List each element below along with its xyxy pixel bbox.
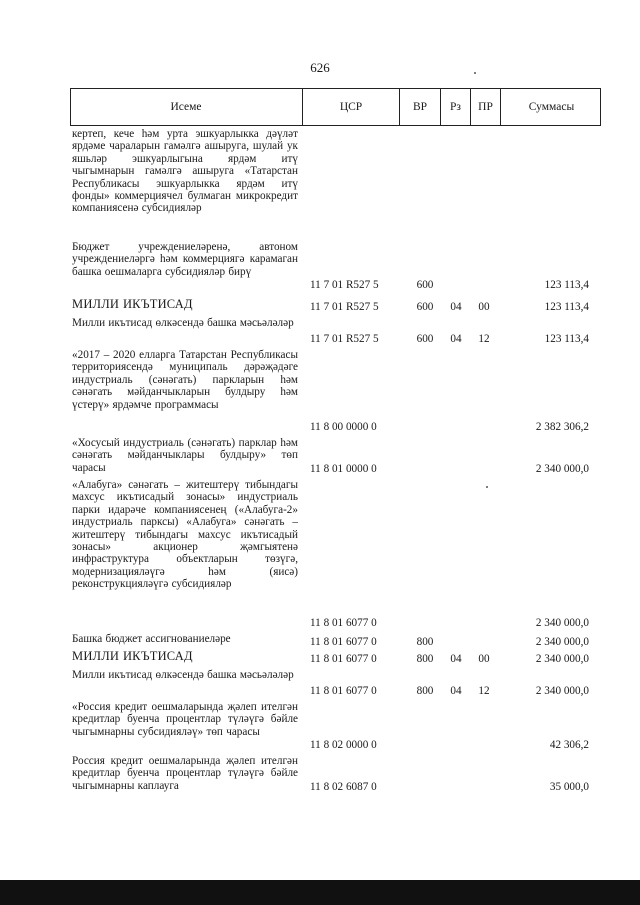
table-row	[70, 755, 601, 793]
row-sum: 2 340 000,0	[535, 616, 589, 629]
row-vr: 600	[416, 278, 434, 291]
row-name: Милли икътисад өлкәсендә башка мәсьәләләр	[72, 669, 294, 681]
row-csr: 11 7 01 R527 5	[310, 278, 379, 291]
row-sum: 2 340 000,0	[535, 462, 589, 475]
header-pr: ПР	[478, 101, 493, 113]
row-csr: 11 8 00 0000 0	[310, 420, 377, 433]
row-name: Бюджет учреждениеләренә, автоном учреждениеләргә һәм коммерциягә карамаган башка оешмаларга субсидияләр бирү	[72, 241, 298, 278]
row-pr: 00	[478, 300, 490, 313]
row-vr: 800	[416, 635, 434, 648]
row-name: «Россия кредит оешмаларында җәлеп ителгән кредитлар буенча процентлар түләүгә бәйле чыгымнарны субсидияләү» төп чарасы	[72, 701, 298, 738]
row-sum: 123 113,4	[544, 332, 589, 345]
row-csr: 11 8 02 0000 0	[310, 738, 377, 751]
table-row	[70, 317, 601, 345]
row-name: Россия кредит оешмаларында җәлеп ителгән кредитлар буенча процентлар түләүгә бәйле чыгымнарны каплауга	[72, 755, 298, 792]
row-name: Милли икътисад өлкәсендә башка мәсьәләләр	[72, 317, 294, 329]
header-sum: Суммасы	[528, 101, 575, 113]
row-rz: 04	[450, 652, 462, 665]
row-sum: 2 382 306,2	[535, 420, 589, 433]
header-vr: ВР	[412, 101, 428, 113]
row-pr: 12	[478, 332, 490, 345]
table-row	[70, 241, 601, 291]
row-rz: 04	[450, 332, 462, 345]
row-csr: 11 8 01 6077 0	[310, 652, 377, 665]
row-vr: 600	[416, 300, 434, 313]
row-csr: 11 7 01 R527 5	[310, 300, 379, 313]
row-csr: 11 8 01 6077 0	[310, 616, 377, 629]
row-name: «2017 – 2020 елларга Татарстан Республикасы территориясендә муниципаль дәрәҗәдәге индустриаль (сәнәгать) паркларын һәм сәнәгать мәйданчыкларын булдыру һәм үстерү» ярдәмче программасы	[72, 349, 298, 411]
row-sum: 42 306,2	[549, 738, 589, 751]
table-row	[70, 650, 601, 665]
row-csr: 11 8 01 0000 0	[310, 462, 377, 475]
row-pr: 12	[478, 684, 490, 697]
table-row	[70, 479, 601, 629]
table-row	[70, 128, 601, 240]
header-csr: ЦСР	[339, 101, 363, 113]
row-sum: 2 340 000,0	[535, 684, 589, 697]
header-rz: Рз	[450, 101, 461, 113]
header-name: Исеме	[170, 101, 202, 113]
row-name: Башка бюджет ассигнованиеләре	[72, 633, 231, 645]
table-row	[70, 669, 601, 697]
table-row	[70, 701, 601, 751]
table-row	[70, 298, 601, 313]
page-number: 626	[310, 60, 330, 75]
row-csr: 11 8 01 6077 0	[310, 684, 377, 697]
row-sum: 35 000,0	[549, 780, 589, 793]
row-sum: 123 113,4	[544, 278, 589, 291]
row-sum: 2 340 000,0	[535, 652, 589, 665]
row-vr: 800	[416, 652, 434, 665]
row-rz: 04	[450, 684, 462, 697]
row-sum: 123 113,4	[544, 300, 589, 313]
scan-bottom-edge	[0, 880, 640, 905]
row-vr: 600	[416, 332, 434, 345]
row-name: «Хосусый индустриаль (сәнәгать) парклар һәм сәнәгать мәйданчыклары булдыру» төп чарасы	[72, 437, 298, 474]
scan-speck	[486, 486, 488, 488]
table-header	[70, 88, 601, 126]
table-row	[70, 633, 601, 648]
row-name: «Алабуга» сәнәгать – житештерү тибындагы махсус икътисадый зонасы» индустриаль парки идарәче компаниясенең («Алабуга-2» индустриаль парксы) «Алабуга» сәнәгать – житештерү тибындагы махсус икътисадый зонасы» акционер җәмгыятенә инфраструктура объектларын төзүгә, модернизацияләүгә һәм (яисә) реконструкцияләүгә субсидияләр	[72, 479, 298, 591]
row-csr: 11 8 01 6077 0	[310, 635, 377, 648]
table-row	[70, 349, 601, 433]
row-csr: 11 7 01 R527 5	[310, 332, 379, 345]
row-rz: 04	[450, 300, 462, 313]
table-row	[70, 437, 601, 475]
scan-speck	[474, 72, 476, 74]
row-sum: 2 340 000,0	[535, 635, 589, 648]
row-name: МИЛЛИ ИКЪТИСАД	[72, 649, 193, 663]
row-csr: 11 8 02 6087 0	[310, 780, 377, 793]
row-vr: 800	[416, 684, 434, 697]
row-pr: 00	[478, 652, 490, 665]
row-name: кертеп, кече һәм урта эшкуарлыкка дәүләт ярдәме чараларын гамәлгә ашыруга, шулай ук яшьләр эшкуарлыгына ярдәм итү чыгымнарын гамәлгә ашыруга «Татарстан Республикасы эшкуарлыкка ярдәм итү фонды» коммерциячел булмаган микрокредит компаниясенә субсидияләр	[72, 128, 298, 215]
row-name: МИЛЛИ ИКЪТИСАД	[72, 297, 193, 311]
